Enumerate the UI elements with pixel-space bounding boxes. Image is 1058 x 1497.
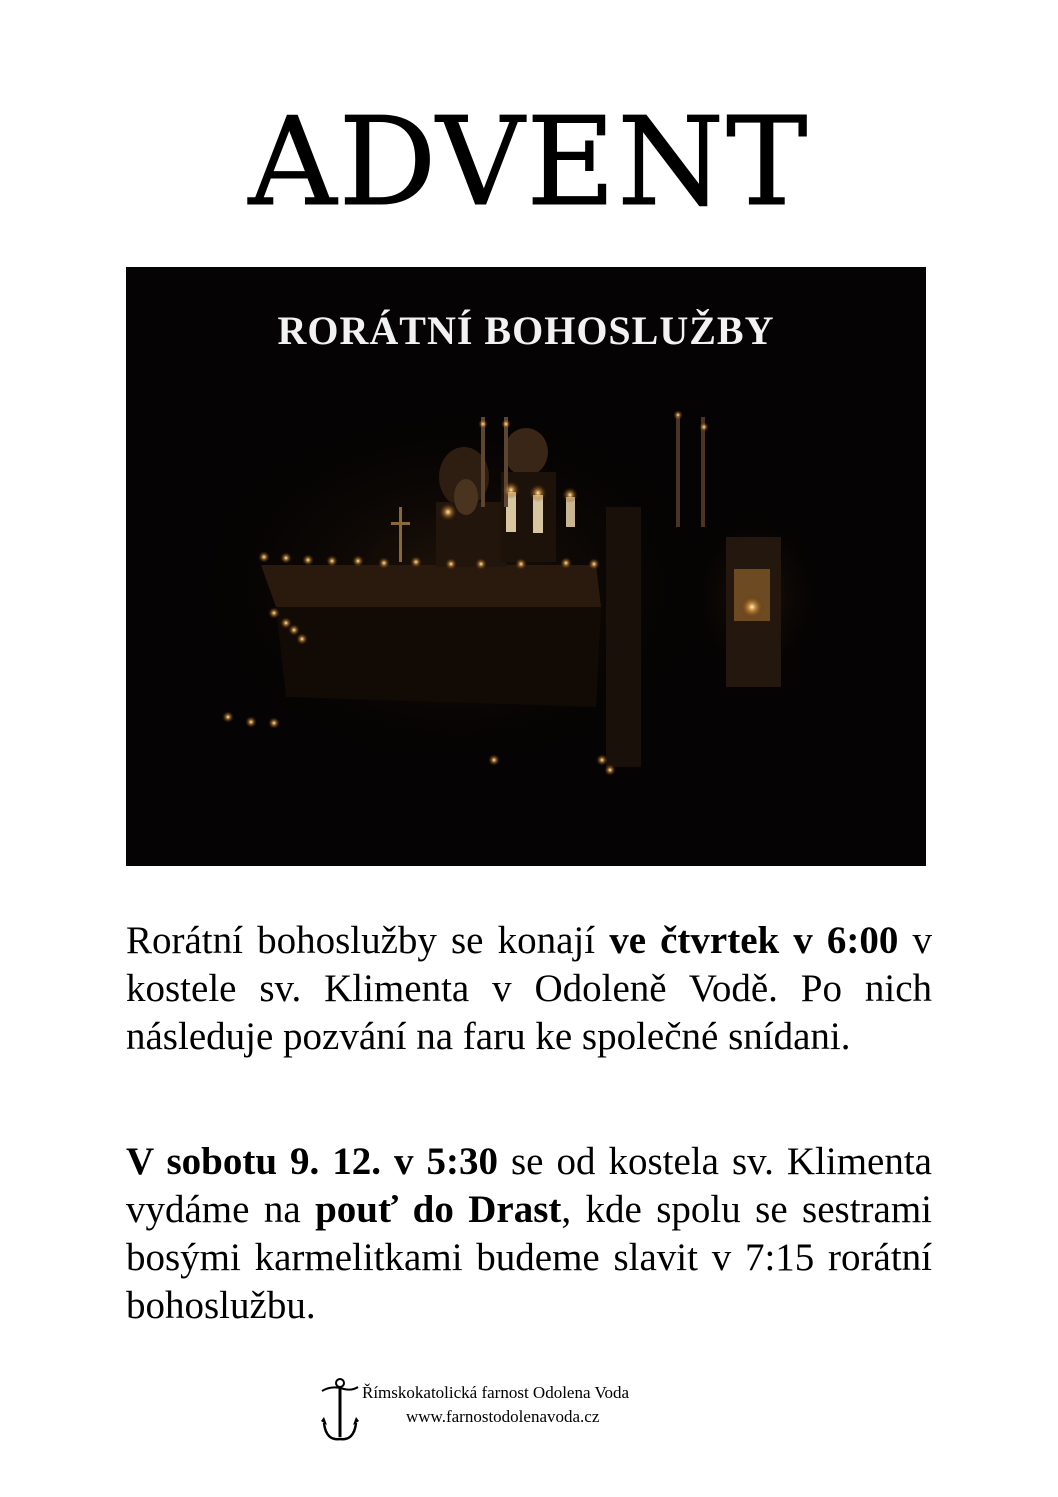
photo-caption: RORÁTNÍ BOHOSLUŽBY bbox=[277, 308, 775, 353]
text-run: v kostele sv. Klimenta v Odoleně Vodě. Po nich následuje pozvání na faru ke společné snídani. bbox=[126, 919, 932, 1058]
text-run: , kde spolu se sestrami bosými karmelitkami budeme slavit v 7:15 rorátní bohoslužbu. bbox=[126, 1188, 933, 1327]
altar-photo bbox=[126, 267, 926, 866]
text-run: Rorátní bohoslužby se konají bbox=[126, 919, 610, 962]
saturday-announcement bbox=[126, 1138, 932, 1330]
text-run: se od kostela sv. Klimenta vydáme na bbox=[126, 1140, 932, 1231]
page-title: ADVENT bbox=[248, 91, 810, 233]
bold-date: V sobotu 9. 12. v 5:30 bbox=[126, 1140, 498, 1183]
footer bbox=[318, 1375, 738, 1455]
bold-pilgrimage: pouť do Drast bbox=[315, 1188, 562, 1231]
candlelit-altar-image bbox=[126, 267, 926, 866]
bold-time: ve čtvrtek v 6:00 bbox=[609, 919, 899, 962]
thursday-announcement bbox=[126, 917, 932, 1061]
parish-website: www.farnostodolenavoda.cz bbox=[406, 1407, 600, 1426]
anchor-icon bbox=[318, 1375, 362, 1447]
parish-name: Římskokatolická farnost Odolena Voda bbox=[362, 1383, 630, 1402]
